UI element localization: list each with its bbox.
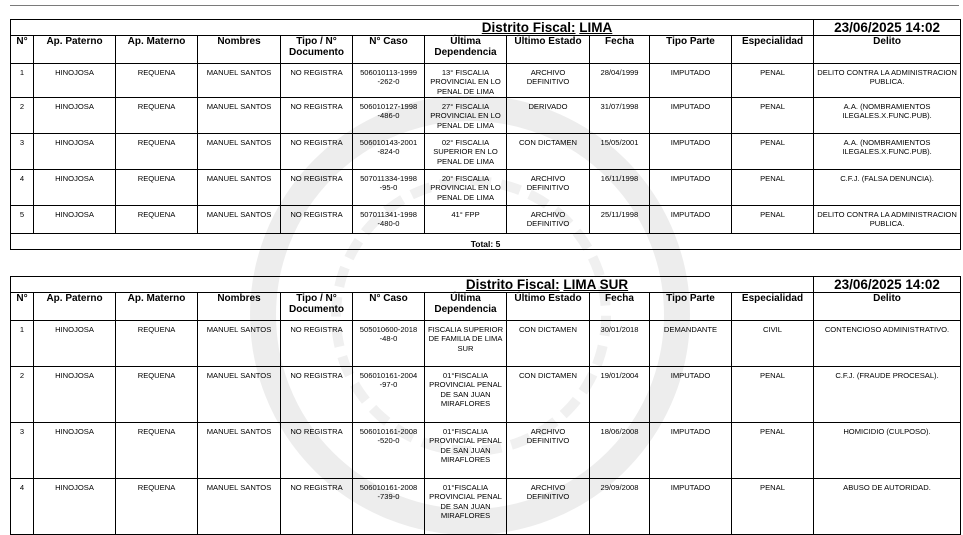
col-numero-cell: 2 — [11, 98, 34, 134]
col-numero-cell: 3 — [11, 134, 34, 170]
col-dependencia-cell: 01°FISCALIA PROVINCIAL PENAL DE SAN JUAN MIRAFLORES — [425, 423, 507, 479]
col-caso-cell: 506010161-2008 -739-0 — [353, 479, 425, 535]
table-row — [11, 206, 961, 234]
col-ap-paterno-header: Ap. Paterno — [34, 36, 116, 64]
report-datetime: 23/06/2025 14:02 — [814, 277, 961, 293]
col-especialidad-cell: PENAL — [732, 367, 814, 423]
col-ap-paterno-cell: HINOJOSA — [34, 321, 116, 367]
col-nombres-cell: MANUEL SANTOS — [198, 170, 281, 206]
col-fecha-header: Fecha — [590, 36, 650, 64]
col-nombres-cell: MANUEL SANTOS — [198, 423, 281, 479]
col-ap-paterno-cell: HINOJOSA — [34, 98, 116, 134]
col-fecha-cell: 15/05/2001 — [590, 134, 650, 170]
district-name: LIMA SUR — [563, 277, 629, 292]
col-especialidad-cell: CIVIL — [732, 321, 814, 367]
col-caso-cell: 507011341-1998 -480-0 — [353, 206, 425, 234]
top-rule — [10, 5, 959, 6]
col-especialidad-cell: PENAL — [732, 423, 814, 479]
col-numero-header: N° — [11, 293, 34, 321]
district-title — [11, 20, 814, 36]
table-row — [11, 321, 961, 367]
col-ap-materno-cell: REQUENA — [116, 479, 198, 535]
col-fecha-header: Fecha — [590, 293, 650, 321]
col-especialidad-cell: PENAL — [732, 479, 814, 535]
col-especialidad-header: Especialidad — [732, 293, 814, 321]
col-fecha-cell: 30/01/2018 — [590, 321, 650, 367]
col-dependencia-cell: 13° FISCALIA PROVINCIAL EN LO PENAL DE LIMA — [425, 64, 507, 98]
col-estado-header: Último Estado — [507, 36, 590, 64]
col-dependencia-cell: 02° FISCALIA SUPERIOR EN LO PENAL DE LIMA — [425, 134, 507, 170]
col-numero-cell: 4 — [11, 170, 34, 206]
col-documento-cell: NO REGISTRA — [281, 423, 353, 479]
col-fecha-cell: 19/01/2004 — [590, 367, 650, 423]
col-numero-cell: 2 — [11, 367, 34, 423]
col-tipo-parte-header: Tipo Parte — [650, 36, 732, 64]
col-documento-cell: NO REGISTRA — [281, 206, 353, 234]
col-estado-cell: CON DICTAMEN — [507, 134, 590, 170]
district-prefix: Distrito Fiscal: — [481, 20, 576, 35]
col-estado-cell: DERIVADO — [507, 98, 590, 134]
col-numero-cell: 4 — [11, 479, 34, 535]
col-caso-header: N° Caso — [353, 293, 425, 321]
col-dependencia-cell: 01°FISCALIA PROVINCIAL PENAL DE SAN JUAN MIRAFLORES — [425, 479, 507, 535]
table-row — [11, 170, 961, 206]
district-title-row — [11, 277, 961, 293]
col-estado-header: Último Estado — [507, 293, 590, 321]
district-prefix: Distrito Fiscal: — [465, 277, 560, 292]
col-delito-cell: HOMICIDIO (CULPOSO). — [814, 423, 961, 479]
report-datetime: 23/06/2025 14:02 — [814, 20, 961, 36]
col-documento-header: Tipo / N° Documento — [281, 293, 353, 321]
col-tipo-parte-cell: IMPUTADO — [650, 367, 732, 423]
table-row — [11, 98, 961, 134]
table-row — [11, 64, 961, 98]
col-caso-cell: 506010127-1998 -486-0 — [353, 98, 425, 134]
col-dependencia-header: Última Dependencia — [425, 293, 507, 321]
col-nombres-cell: MANUEL SANTOS — [198, 367, 281, 423]
col-estado-cell: ARCHIVO DEFINITIVO — [507, 64, 590, 98]
report-table-lima-sur — [10, 276, 961, 535]
col-estado-cell: ARCHIVO DEFINITIVO — [507, 423, 590, 479]
col-ap-materno-cell: REQUENA — [116, 170, 198, 206]
col-tipo-parte-cell: IMPUTADO — [650, 64, 732, 98]
col-nombres-cell: MANUEL SANTOS — [198, 98, 281, 134]
table-row — [11, 423, 961, 479]
district-name: LIMA — [579, 20, 613, 35]
col-documento-cell: NO REGISTRA — [281, 321, 353, 367]
col-ap-materno-cell: REQUENA — [116, 134, 198, 170]
col-especialidad-cell: PENAL — [732, 64, 814, 98]
col-tipo-parte-cell: IMPUTADO — [650, 479, 732, 535]
col-numero-header: N° — [11, 36, 34, 64]
table-row — [11, 134, 961, 170]
col-ap-paterno-header: Ap. Paterno — [34, 293, 116, 321]
col-documento-header: Tipo / N° Documento — [281, 36, 353, 64]
col-nombres-header: Nombres — [198, 293, 281, 321]
col-fecha-cell: 18/06/2008 — [590, 423, 650, 479]
col-numero-cell: 5 — [11, 206, 34, 234]
col-ap-paterno-cell: HINOJOSA — [34, 206, 116, 234]
col-caso-cell: 505010600-2018 -48-0 — [353, 321, 425, 367]
district-title-row — [11, 20, 961, 36]
col-documento-cell: NO REGISTRA — [281, 98, 353, 134]
col-ap-materno-cell: REQUENA — [116, 321, 198, 367]
col-ap-paterno-cell: HINOJOSA — [34, 64, 116, 98]
total-row — [11, 234, 961, 250]
col-nombres-header: Nombres — [198, 36, 281, 64]
report-table-lima — [10, 19, 961, 250]
col-documento-cell: NO REGISTRA — [281, 479, 353, 535]
col-fecha-cell: 28/04/1999 — [590, 64, 650, 98]
col-estado-cell: ARCHIVO DEFINITIVO — [507, 206, 590, 234]
col-nombres-cell: MANUEL SANTOS — [198, 64, 281, 98]
col-caso-cell: 506010161-2008 -520-0 — [353, 423, 425, 479]
col-dependencia-cell: FISCALIA SUPERIOR DE FAMILIA DE LIMA SUR — [425, 321, 507, 367]
col-tipo-parte-header: Tipo Parte — [650, 293, 732, 321]
col-documento-cell: NO REGISTRA — [281, 170, 353, 206]
col-numero-cell: 1 — [11, 321, 34, 367]
col-estado-cell: ARCHIVO DEFINITIVO — [507, 170, 590, 206]
col-delito-cell: ABUSO DE AUTORIDAD. — [814, 479, 961, 535]
col-delito-cell: DELITO CONTRA LA ADMINISTRACION PUBLICA. — [814, 206, 961, 234]
col-fecha-cell: 25/11/1998 — [590, 206, 650, 234]
column-header-row — [11, 36, 961, 64]
col-dependencia-cell: 01°FISCALIA PROVINCIAL PENAL DE SAN JUAN MIRAFLORES — [425, 367, 507, 423]
col-ap-materno-cell: REQUENA — [116, 367, 198, 423]
col-caso-cell: 506010161-2004 -97-0 — [353, 367, 425, 423]
col-ap-materno-cell: REQUENA — [116, 206, 198, 234]
col-tipo-parte-cell: IMPUTADO — [650, 170, 732, 206]
col-fecha-cell: 16/11/1998 — [590, 170, 650, 206]
col-delito-cell: A.A. (NOMBRAMIENTOS ILEGALES.X.FUNC.PUB). — [814, 98, 961, 134]
col-tipo-parte-cell: IMPUTADO — [650, 98, 732, 134]
col-caso-cell: 507011334-1998 -95-0 — [353, 170, 425, 206]
col-especialidad-cell: PENAL — [732, 98, 814, 134]
col-documento-cell: NO REGISTRA — [281, 134, 353, 170]
total-count: Total: 5 — [11, 234, 961, 250]
col-estado-cell: CON DICTAMEN — [507, 321, 590, 367]
col-nombres-cell: MANUEL SANTOS — [198, 134, 281, 170]
col-tipo-parte-cell: IMPUTADO — [650, 134, 732, 170]
col-documento-cell: NO REGISTRA — [281, 64, 353, 98]
col-estado-cell: ARCHIVO DEFINITIVO — [507, 479, 590, 535]
col-numero-cell: 1 — [11, 64, 34, 98]
col-documento-cell: NO REGISTRA — [281, 367, 353, 423]
col-nombres-cell: MANUEL SANTOS — [198, 321, 281, 367]
col-dependencia-cell: 27° FISCALIA PROVINCIAL EN LO PENAL DE LIMA — [425, 98, 507, 134]
col-especialidad-cell: PENAL — [732, 206, 814, 234]
col-ap-paterno-cell: HINOJOSA — [34, 367, 116, 423]
col-ap-materno-header: Ap. Materno — [116, 293, 198, 321]
col-ap-paterno-cell: HINOJOSA — [34, 134, 116, 170]
col-caso-cell: 506010143-2001 -824-0 — [353, 134, 425, 170]
col-especialidad-cell: PENAL — [732, 170, 814, 206]
col-delito-cell: C.F.J. (FRAUDE PROCESAL). — [814, 367, 961, 423]
col-delito-cell: DELITO CONTRA LA ADMINISTRACION PUBLICA. — [814, 64, 961, 98]
col-nombres-cell: MANUEL SANTOS — [198, 479, 281, 535]
col-ap-paterno-cell: HINOJOSA — [34, 423, 116, 479]
col-tipo-parte-cell: DEMANDANTE — [650, 321, 732, 367]
col-caso-header: N° Caso — [353, 36, 425, 64]
col-ap-materno-cell: REQUENA — [116, 98, 198, 134]
col-ap-materno-cell: REQUENA — [116, 64, 198, 98]
col-caso-cell: 506010113-1999 -262-0 — [353, 64, 425, 98]
column-header-row — [11, 293, 961, 321]
col-fecha-cell: 31/07/1998 — [590, 98, 650, 134]
col-dependencia-cell: 41° FPP — [425, 206, 507, 234]
col-numero-cell: 3 — [11, 423, 34, 479]
col-nombres-cell: MANUEL SANTOS — [198, 206, 281, 234]
col-tipo-parte-cell: IMPUTADO — [650, 423, 732, 479]
col-especialidad-header: Especialidad — [732, 36, 814, 64]
col-ap-paterno-cell: HINOJOSA — [34, 479, 116, 535]
col-ap-materno-header: Ap. Materno — [116, 36, 198, 64]
district-title — [11, 277, 814, 293]
table-row — [11, 479, 961, 535]
col-delito-cell: CONTENCIOSO ADMINISTRATIVO. — [814, 321, 961, 367]
col-delito-cell: A.A. (NOMBRAMIENTOS ILEGALES.X.FUNC.PUB). — [814, 134, 961, 170]
col-dependencia-cell: 20° FISCALIA PROVINCIAL EN LO PENAL DE LIMA — [425, 170, 507, 206]
col-ap-paterno-cell: HINOJOSA — [34, 170, 116, 206]
col-delito-cell: C.F.J. (FALSA DENUNCIA). — [814, 170, 961, 206]
col-especialidad-cell: PENAL — [732, 134, 814, 170]
col-dependencia-header: Última Dependencia — [425, 36, 507, 64]
col-estado-cell: CON DICTAMEN — [507, 367, 590, 423]
col-fecha-cell: 29/09/2008 — [590, 479, 650, 535]
table-row — [11, 367, 961, 423]
col-delito-header: Delito — [814, 36, 961, 64]
col-ap-materno-cell: REQUENA — [116, 423, 198, 479]
col-delito-header: Delito — [814, 293, 961, 321]
col-tipo-parte-cell: IMPUTADO — [650, 206, 732, 234]
